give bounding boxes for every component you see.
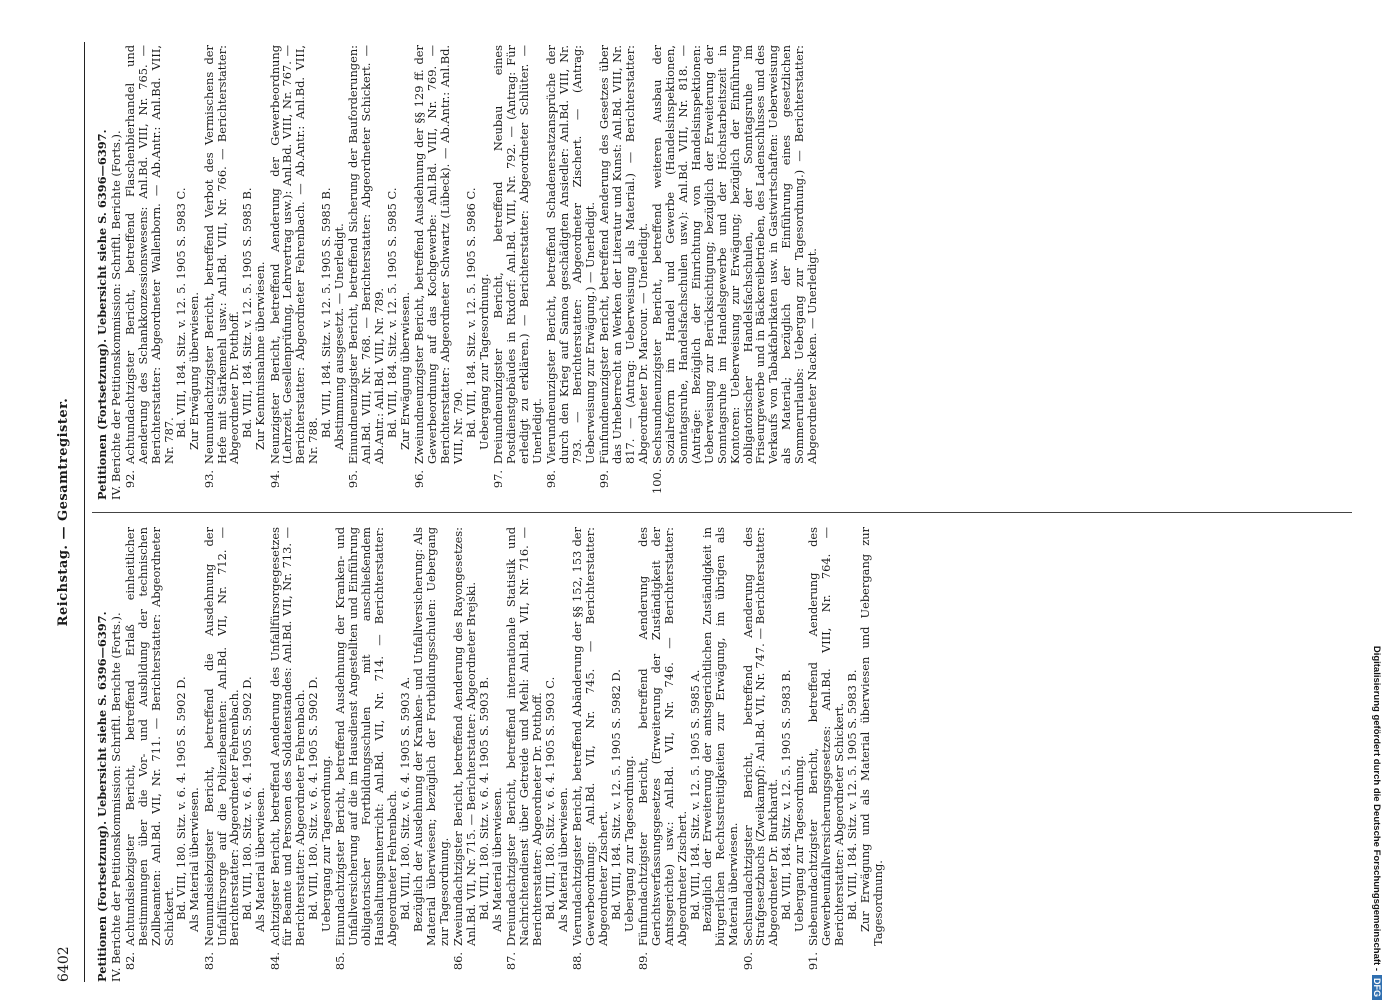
petition-entry — [347, 45, 412, 500]
entry-reference: Bd. VIII, 180. Sitz. v. 6. 4. 1905 S. 5903 B. — [476, 676, 491, 920]
entry-text: Dreiundneunzigster Bericht, betreffend Neubau eines Postdienstgebäudes in Rixdorf: Anl.Bd. VIII, Nr. 792. — (Antrag: Für erledigt zu erklären.) — Berichterstatter: Abgeordneter Schlüter. — Unerledigt. — [491, 45, 544, 464]
entry-text: Zweiundneunzigster Bericht, betreffend Ausdehnung der §§ 129 ff. der Gewerbeordnung auf das Kochgewerbe: Anl.Bd. VIII, Nr. 769. — Berichterstatter: Abgeordneter Schwartz (Lübeck). — Ab.Antr.: Anl.Bd. VIII, Nr. 790. — [412, 45, 466, 464]
right-column — [96, 45, 820, 500]
entry-decision: Uebergang zur Tagesordnung. — [621, 755, 636, 932]
petition-entry — [269, 527, 334, 982]
entry-reference: Bd. VIII, 184. Sitz. v. 12. 5. 1905 S. 5985 B. — [240, 187, 255, 438]
entry-text: Fünfundachtzigster Bericht, betreffend Aenderung des Gerichtsverfassungsgesetzes (Erweiterung der Zuständigkeit der Amtsgerichte) usw.: Anl.Bd. VII, Nr. 746. — Berichterstatter: Abgeordneter Zischert. — [635, 527, 689, 946]
entry-decision: Bezüglich der Ausdehnung der Kranken- und Unfallversicherung: Als Material überwiesen; bezüglich der Fortbildungsschulen: Uebergang zur Tagesordnung. — [410, 527, 451, 946]
entry-decision: Uebergang zur Tagesordnung. — [319, 755, 334, 932]
page-title: Reichstag. — Gesamtregister. — [56, 397, 71, 627]
entry-number: 91. — [806, 952, 821, 971]
entry-text: Sechsundachtzigster Bericht, betreffend Aenderung des Strafgesetzbuchs (Zweikampf): Anl.Bd. VII, Nr. 747. — Berichterstatter: Abgeordneter Dr. Burkhardt. — [740, 527, 781, 946]
entry-reference: Bd. VIII, 184. Sitz. v. 12. 5. 1905 S. 5986 C. — [463, 187, 478, 438]
entry-text: Neunundachtzigster Bericht, betreffend Verbot des Vermischens der Hefe mit Stärkemehl usw.: Anl.Bd. VIII, Nr. 766. — Berichterstatter: Abgeordneter Dr. Potthoff. — [201, 45, 242, 464]
left-intro: Petitionen (Fortsetzung). Uebersicht siehe S. 6396—6397. — [95, 611, 109, 982]
petition-entry — [413, 45, 490, 500]
entry-reference: Bd. VIII, 180. Sitz. v. 6. 4. 1905 S. 5902 D. — [240, 676, 255, 920]
entry-reference: Bd. VIII, 184. Sitz. v. 12. 5. 1905 S. 5983 C. — [174, 187, 189, 438]
entry-decision: Als Material überwiesen. — [187, 787, 202, 932]
entry-decision: Zur Erwägung und als Material überwiesen und Uebergang zur Tagesordnung. — [858, 527, 885, 946]
petition-entry — [203, 527, 268, 982]
entry-reference: Bd. VIII, 184. Sitz. v. 12. 5. 1905 S. 5983 B. — [845, 669, 860, 920]
entry-decision: Als Material überwiesen. — [489, 787, 504, 932]
entry-number: 100. — [650, 468, 665, 494]
entry-reference: Bd. VIII, 180. Sitz. v. 6. 4. 1905 S. 5902 D. — [174, 676, 189, 920]
entry-number: 96. — [412, 470, 427, 489]
entry-text: Zweiundachtzigster Bericht, betreffend Aenderung des Rayongesetzes: Anl.Bd. VII, Nr. 715. — Berichterstatter: Abgeordneter Brejski. — [451, 527, 478, 946]
column-divider — [92, 512, 1352, 513]
entry-number: 92. — [122, 470, 137, 489]
page-header — [56, 42, 80, 982]
petition-entry — [637, 527, 740, 982]
left-entries — [124, 527, 885, 982]
entry-number: 88. — [569, 952, 584, 971]
entry-text: Neunzigster Bericht, betreffend Aenderung der Gewerbeordnung (Lehrzeit, Gesellenprüfung, Lehrvertrag usw.): Anl.Bd. VIII, Nr. 767. — Berichterstatter: Abgeordneter Fehrenbach. — Ab.Antr.: Anl.Bd. VIII, Nr. 788. — [267, 45, 321, 464]
entry-text: Einundachtzigster Bericht, betreffend Ausdehnung der Kranken- und Unfallversicherung auf die im Hausdienst Angestellten und Einführung obligatorischer Fortbildungsschulen mit anschließendem Haushaltungsunterricht: Anl.Bd. VII, Nr. 714. — Berichterstatter: Abgeordneter Fehrenbach. — [333, 527, 400, 946]
petition-entry — [124, 45, 201, 500]
petition-entry — [203, 45, 268, 500]
entry-text: Neunundsiebzigster Bericht, betreffend die Ausdehnung der Unfallfürsorge auf die Polizeibeamten: Anl.Bd. VII, Nr. 712. — Berichterstatter: Abgeordneter Fehrenbach. — [201, 527, 242, 946]
entry-text: Achtundachtzigster Bericht, betreffend Flaschenbierhandel und Aenderung des Schankkonzessionswesens: Anl.Bd. VIII, Nr. 765. — Berichterstatter: Abgeordneter Wallenborn. — Ab.Antr.: Anl.Bd. VIII, Nr. 787. — [122, 45, 176, 464]
entry-number: 90. — [740, 952, 755, 971]
right-intro: Petitionen (Fortsetzung). Uebersicht siehe S. 6396—6397. — [95, 129, 109, 500]
petition-entry — [334, 527, 450, 982]
entry-number: 87. — [504, 952, 519, 971]
left-column — [96, 527, 886, 982]
dfg-logo: DFG — [1372, 975, 1382, 1000]
entry-decision: Als Material überwiesen. — [253, 787, 268, 932]
petition-entry — [571, 527, 636, 982]
entry-decision: Bezüglich der Erweiterung der amtsgerichtlichen Zuständigkeit in bürgerlichen Rechtsstreitigkeiten zur Erwägung, im übrigen als Material überwiesen. — [700, 527, 741, 946]
entry-reference: Bd. VIII, 184. Sitz. v. 12. 5. 1905 S. 5982 D. — [608, 669, 623, 920]
entry-text: Siebenundachtzigster Bericht, betreffend Aenderung des Gewerbeunfallversicherungsgesetzes: Anl.Bd. VIII, Nr. 764. — Berichterstatter: Abgeordneter Schickert. — [806, 527, 847, 946]
entry-text: Achtzigster Bericht, betreffend Aenderung des Unfallfürsorgegesetzes für Beamte und Personen des Soldatenstandes: Anl.Bd. VII, Nr. 713. — Berichterstatter: Abgeordneter Fehrenbach. — [267, 527, 308, 946]
entry-text: Fünfundneunzigster Bericht, betreffend Aenderung des Gesetzes über das Urheberrecht an Werken der Literatur und Kunst: Anl.Bd. VIII, Nr. 817. — (Antrag: Ueberweisung als Material.) — Berichterstatter: Abgeordneter Dr. Marcour. — Unerledigt. — [597, 45, 650, 464]
entry-number: 89. — [635, 952, 650, 971]
petition-entry — [651, 45, 819, 500]
entry-number: 85. — [333, 952, 348, 971]
entry-number: 97. — [491, 470, 506, 489]
petition-entry — [124, 527, 201, 982]
page-number: 6402 — [56, 946, 72, 982]
header-rule — [84, 42, 85, 982]
petition-entry — [807, 527, 884, 982]
petition-entry — [452, 527, 504, 982]
petition-entry — [505, 527, 570, 982]
entry-reference: Bd. VIII, 184. Sitz. v. 12. 5. 1905 S. 5985 A. — [687, 669, 702, 920]
entry-reference: Bd. VIII, 184. Sitz. v. 12. 5. 1905 S. 5983 B. — [779, 669, 794, 920]
entry-decision: Abstimmung ausgesetzt. — Unerledigt. — [332, 223, 347, 450]
entry-decision: Uebergang zur Tagesordnung. — [792, 755, 807, 932]
petition-entry — [742, 527, 807, 982]
entry-reference: Bd. VIII, 180. Sitz. v. 6. 4. 1905 S. 5903 A. — [398, 676, 413, 920]
entry-decision: Zur Erwägung überwiesen. — [187, 292, 202, 450]
right-section: IV. Berichte der Petitionskommission: Schriftl. Berichte (Forts.). — [108, 130, 123, 500]
entry-number: 95. — [346, 470, 361, 489]
petition-entry — [598, 45, 650, 500]
entry-reference: Bd. VIII, 180. Sitz. v. 6. 4. 1905 S. 5903 C. — [542, 676, 557, 920]
entry-decision: Zur Kenntnisnahme überwiesen. — [253, 261, 268, 450]
entry-number: 98. — [544, 470, 559, 489]
entry-number: 83. — [201, 952, 216, 971]
entry-decision: Uebergang zur Tagesordnung. — [476, 273, 491, 450]
entry-text: Einundneunzigster Bericht, betreffend Sicherung der Bauforderungen: Anl.Bd. VIII, Nr. 768. — Berichterstatter: Abgeordneter Schickert. — Ab.Antr.: Anl.Bd. VIII, Nr. 789. — [346, 45, 387, 464]
entry-number: 84. — [267, 952, 282, 971]
entry-number: 99. — [597, 470, 612, 489]
margin-credit — [1360, 0, 1382, 1000]
entry-number: 94. — [267, 470, 282, 489]
right-entries — [124, 45, 819, 500]
entry-number: 93. — [201, 470, 216, 489]
petition-entry — [269, 45, 346, 500]
entry-reference: Bd. VIII, 184. Sitz. v. 12. 5. 1905 S. 5985 B. — [319, 187, 334, 438]
petition-entry — [492, 45, 544, 500]
margin-credit-text: Digitalisierung gefördert durch die Deutsche Forschungsgemeinschaft - — [1371, 645, 1382, 971]
entry-number: 82. — [122, 952, 137, 971]
entry-text: Achtundsiebzigster Bericht, betreffend Erlaß einheitlicher Bestimmungen über die Vor- und Ausbildung der technischen Zollbeamten: Anl.Bd. VII, Nr. 711. — Berichterstatter: Abgeordneter Schickert. — [122, 527, 176, 946]
entry-text: Vierundachtzigster Bericht, betreffend Abänderung der §§ 152, 153 der Gewerbeordnung: Anl.Bd. VII, Nr. 745. — Berichterstatter: Abgeordneter Zischert. — [569, 527, 610, 946]
entry-text: Dreiundachtzigster Bericht, betreffend internationale Statistik und Nachrichtendienst über Getreide und Mehl: Anl.Bd. VII, Nr. 716. — Berichterstatter: Abgeordneter Dr. Potthoff. — [504, 527, 544, 946]
entry-text: Sechsundneunzigster Bericht, betreffend weiteren Ausbau der Sozialreform im Handel und Gewerbe (Handelsinspektionen, Sonntagsruhe, Handelsfachschulen usw.): Anl.Bd. VIII, Nr. 818. — (Anträge: Bezüglich der Einrichtung von Handelsinspektionen: Ueberweisung zur Berücksichtigung; bezüglich der Erweiterung der Sonntagsruhe im Handelsgewerbe und der Höchstarbeitszeit in Kontoren: Ueberweisung zur Erwägung; bezüglich der Einführung obligatorischer Handelsfachschulen, der Sonntagsruhe im Friseurgewerbe und in Bäckereibetrieben, des Ladenschlusses und des Verkaufs von Tabakfabrikaten usw. in Gastwirtschaften: Ueberweisung als Material; bezüglich der Einführung eines gesetzlichen Sommerurlaubs: Uebergang zur Tagesordnung.) — Berichterstatter: Abgeordneter Nacken. — Unerledigt. — [650, 45, 820, 464]
entry-number: 86. — [451, 952, 466, 971]
entry-reference: Bd. VIII, 184. Sitz. v. 12. 5. 1905 S. 5985 C. — [385, 187, 400, 438]
entry-reference: Bd. VIII, 180. Sitz. v. 6. 4. 1905 S. 5902 D. — [306, 676, 321, 920]
entry-decision: Als Material überwiesen. — [555, 787, 570, 932]
left-section: IV. Berichte der Petitionskommission: Schriftl. Berichte (Forts.). — [108, 612, 123, 982]
entry-text: Vierundneunzigster Bericht, betreffend Schadenersatzansprüche der durch den Krieg auf Samoa geschädigten Ansiedler: Anl.Bd. VIII, Nr. 793. — Berichterstatter: Abgeordneter Zischert. — (Antrag: Ueberweisung zur Erwägung.) — Unerledigt. — [544, 45, 597, 464]
entry-decision: Zur Erwägung überwiesen. — [398, 292, 413, 450]
petition-entry — [545, 45, 597, 500]
